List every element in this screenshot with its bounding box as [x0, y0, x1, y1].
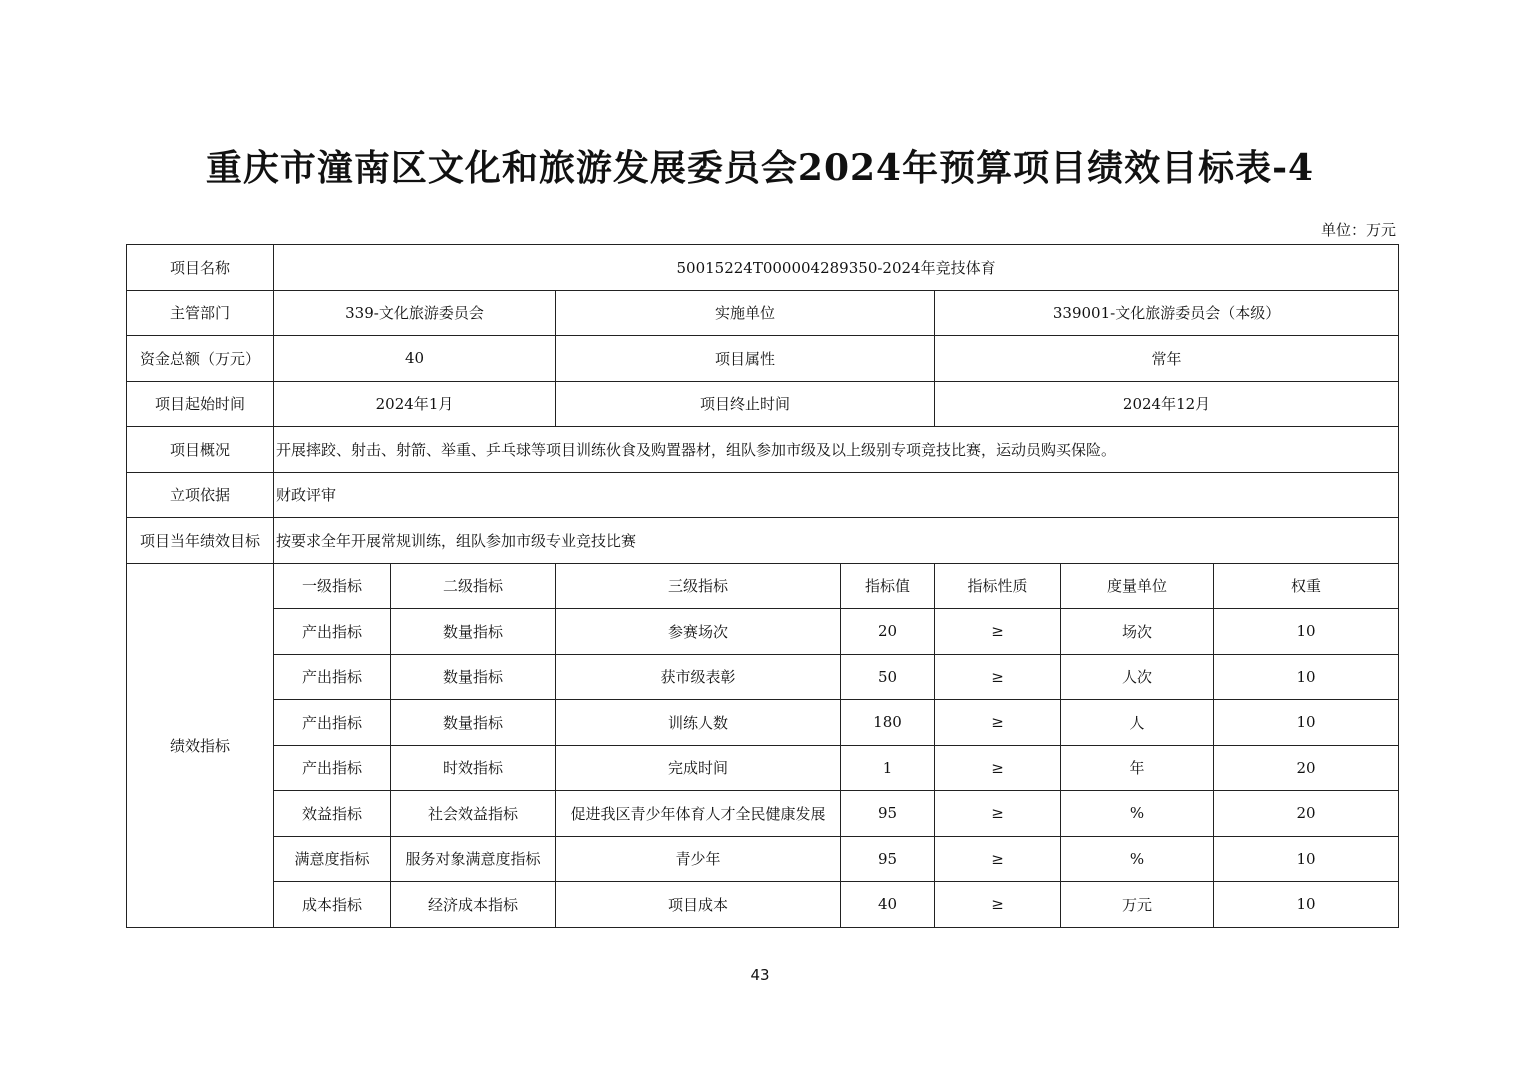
value-cell: 1 — [841, 745, 935, 791]
unit-cell: % — [1061, 791, 1214, 837]
level2-cell: 时效指标 — [391, 745, 556, 791]
weight-cell: 10 — [1214, 654, 1399, 700]
nature-cell: ≥ — [935, 700, 1061, 746]
header-cell: 指标值 — [841, 563, 935, 609]
level3-cell: 促进我区青少年体育人才全民健康发展 — [556, 791, 841, 837]
attr-label: 项目属性 — [556, 336, 935, 382]
row-time — [127, 381, 1399, 427]
value-cell: 95 — [841, 836, 935, 882]
level2-cell: 数量指标 — [391, 654, 556, 700]
level1-cell: 成本指标 — [274, 882, 391, 928]
end-label: 项目终止时间 — [556, 381, 935, 427]
level2-cell: 服务对象满意度指标 — [391, 836, 556, 882]
nature-cell: ≥ — [935, 654, 1061, 700]
goal-value: 按要求全年开展常规训练，组队参加市级专业竞技比赛 — [274, 518, 1399, 564]
basis-label: 立项依据 — [127, 472, 274, 518]
unit-cell: 年 — [1061, 745, 1214, 791]
overview-label: 项目概况 — [127, 427, 274, 473]
level3-cell: 项目成本 — [556, 882, 841, 928]
level2-cell: 经济成本指标 — [391, 882, 556, 928]
row-overview — [127, 427, 1399, 473]
row-fund — [127, 336, 1399, 382]
row-basis — [127, 472, 1399, 518]
goal-label: 项目当年绩效目标 — [127, 518, 274, 564]
header-cell: 一级指标 — [274, 563, 391, 609]
attr-value: 常年 — [935, 336, 1399, 382]
unit-cell: 人 — [1061, 700, 1214, 746]
indicator-row — [127, 745, 1399, 791]
weight-cell: 10 — [1214, 700, 1399, 746]
indicators-section-label: 绩效指标 — [127, 563, 274, 927]
weight-cell: 10 — [1214, 836, 1399, 882]
indicator-row — [127, 654, 1399, 700]
weight-cell: 10 — [1214, 609, 1399, 655]
indicator-row — [127, 882, 1399, 928]
header-cell: 度量单位 — [1061, 563, 1214, 609]
nature-cell: ≥ — [935, 882, 1061, 928]
header-cell: 二级指标 — [391, 563, 556, 609]
level3-cell: 完成时间 — [556, 745, 841, 791]
value-cell: 40 — [841, 882, 935, 928]
unit-cell: % — [1061, 836, 1214, 882]
unit-cell: 人次 — [1061, 654, 1214, 700]
level2-cell: 社会效益指标 — [391, 791, 556, 837]
level3-cell: 获市级表彰 — [556, 654, 841, 700]
performance-table — [126, 244, 1399, 928]
weight-cell: 20 — [1214, 745, 1399, 791]
nature-cell: ≥ — [935, 609, 1061, 655]
page-number: 43 — [750, 966, 770, 984]
start-label: 项目起始时间 — [127, 381, 274, 427]
indicator-row — [127, 700, 1399, 746]
indicator-row — [127, 609, 1399, 655]
header-cell: 指标性质 — [935, 563, 1061, 609]
unit-label: 单位：万元 — [1320, 221, 1396, 239]
unit-cell: 场次 — [1061, 609, 1214, 655]
row-department — [127, 290, 1399, 336]
level1-cell: 产出指标 — [274, 745, 391, 791]
level1-cell: 产出指标 — [274, 609, 391, 655]
project-name-label: 项目名称 — [127, 245, 274, 291]
row-project-name — [127, 245, 1399, 291]
level2-cell: 数量指标 — [391, 609, 556, 655]
page-title: 重庆市潼南区文化和旅游发展委员会2024年预算项目绩效目标表-4 — [205, 147, 1315, 189]
value-cell: 95 — [841, 791, 935, 837]
nature-cell: ≥ — [935, 745, 1061, 791]
end-value: 2024年12月 — [935, 381, 1399, 427]
weight-cell: 10 — [1214, 882, 1399, 928]
level1-cell: 产出指标 — [274, 654, 391, 700]
level1-cell: 效益指标 — [274, 791, 391, 837]
fund-label: 资金总额（万元） — [127, 336, 274, 382]
indicator-row — [127, 791, 1399, 837]
row-goal — [127, 518, 1399, 564]
value-cell: 20 — [841, 609, 935, 655]
unit-cell: 万元 — [1061, 882, 1214, 928]
level1-cell: 满意度指标 — [274, 836, 391, 882]
nature-cell: ≥ — [935, 836, 1061, 882]
header-cell: 三级指标 — [556, 563, 841, 609]
indicator-header-row — [127, 563, 1399, 609]
nature-cell: ≥ — [935, 791, 1061, 837]
indicator-row — [127, 836, 1399, 882]
level1-cell: 产出指标 — [274, 700, 391, 746]
level3-cell: 训练人数 — [556, 700, 841, 746]
start-value: 2024年1月 — [274, 381, 556, 427]
overview-value: 开展摔跤、射击、射箭、举重、乒乓球等项目训练伙食及购置器材，组队参加市级及以上级别专项竞技比赛，运动员购买保险。 — [274, 427, 1399, 473]
impl-label: 实施单位 — [556, 290, 935, 336]
value-cell: 180 — [841, 700, 935, 746]
fund-value: 40 — [274, 336, 556, 382]
level2-cell: 数量指标 — [391, 700, 556, 746]
weight-cell: 20 — [1214, 791, 1399, 837]
impl-value: 339001-文化旅游委员会（本级） — [935, 290, 1399, 336]
basis-value: 财政评审 — [274, 472, 1399, 518]
dept-value: 339-文化旅游委员会 — [274, 290, 556, 336]
level3-cell: 青少年 — [556, 836, 841, 882]
dept-label: 主管部门 — [127, 290, 274, 336]
header-cell: 权重 — [1214, 563, 1399, 609]
project-name-value: 50015224T000004289350-2024年竞技体育 — [274, 245, 1399, 291]
level3-cell: 参赛场次 — [556, 609, 841, 655]
value-cell: 50 — [841, 654, 935, 700]
